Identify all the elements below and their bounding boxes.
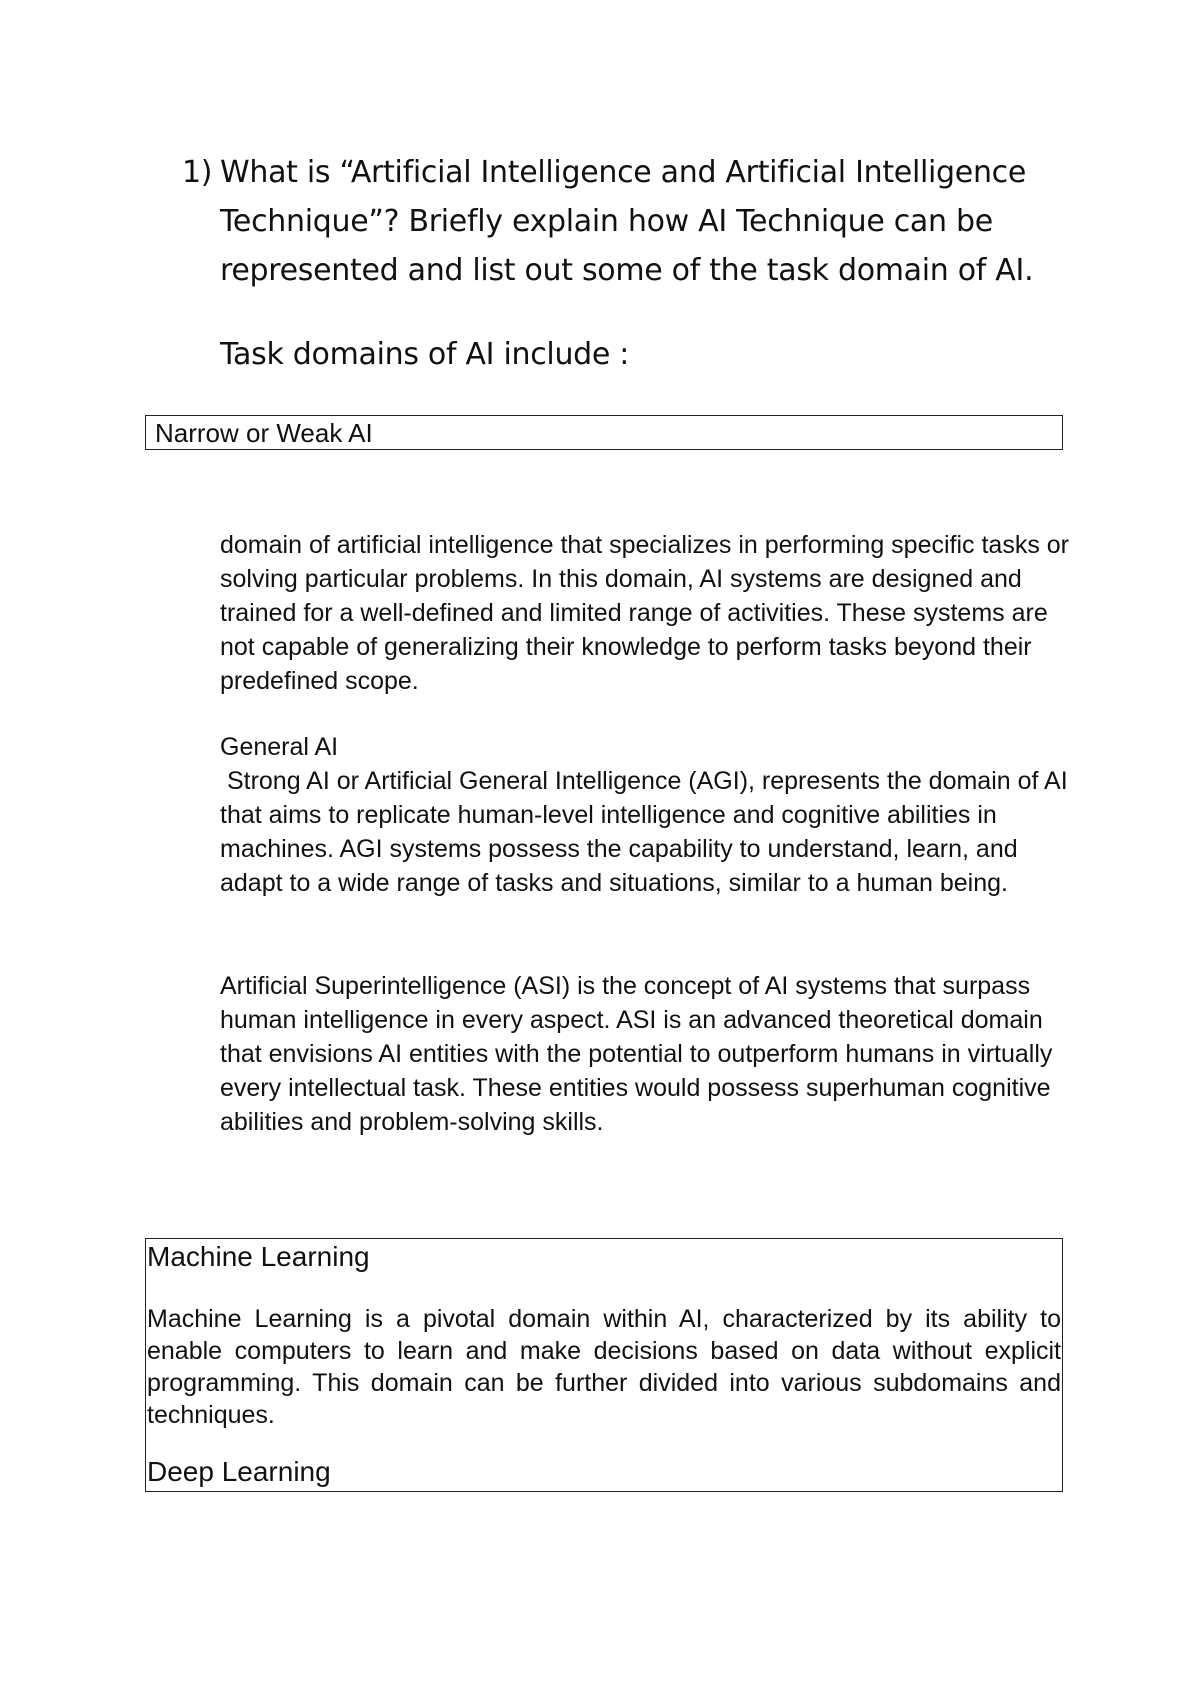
machine-learning-heading: Machine Learning [147, 1241, 370, 1272]
superintelligence-description: Artificial Superintelligence (ASI) is the concept of AI systems that surpass human intelligence in every aspect. ASI is an advanced theoretical domain that envisions AI entities with the potential to outperform humans in virtually every intellectual task. These entities would possess superhuman cognitive abilities and problem-solving skills. [220, 972, 1053, 1136]
deep-learning-heading: Deep Learning [147, 1456, 331, 1487]
question [182, 148, 1062, 295]
machine-learning-box [145, 1238, 1063, 1492]
general-ai-heading: General AI [220, 733, 339, 761]
narrow-ai-description: domain of artificial intelligence that specializes in performing specific tasks or solving particular problems. In this domain, AI systems are designed and trained for a well-defined and limited range of activities. These systems are not capable of generalizing their knowledge to perform tasks beyond their predefined scope. [220, 531, 1069, 695]
question-number: 1) [182, 155, 213, 190]
general-ai-description: Strong AI or Artificial General Intelligence (AGI), represents the domain of AI that aims to replicate human-level intelligence and cognitive abilities in machines. AGI systems possess the capability to understand, learn, and adapt to a wide range of tasks and situations, similar to a human being. [220, 767, 1075, 897]
narrow-ai-heading: Narrow or Weak AI [155, 418, 373, 448]
task-domains-heading: Task domains of AI include : [220, 337, 630, 372]
narrow-ai-heading-box [145, 415, 1063, 450]
general-ai-section [220, 730, 1075, 900]
machine-learning-description: Machine Learning is a pivotal domain within AI, characterized by its ability to enable computers to learn and make decisions based on data without explicit programming. This domain can be further divided into various subdomains and techniques. [147, 1305, 1061, 1429]
question-text: What is “Artificial Intelligence and Artificial Intelligence Technique”? Briefly explain how AI Technique can be represented and list out some of the task domain of AI. [220, 155, 1034, 288]
